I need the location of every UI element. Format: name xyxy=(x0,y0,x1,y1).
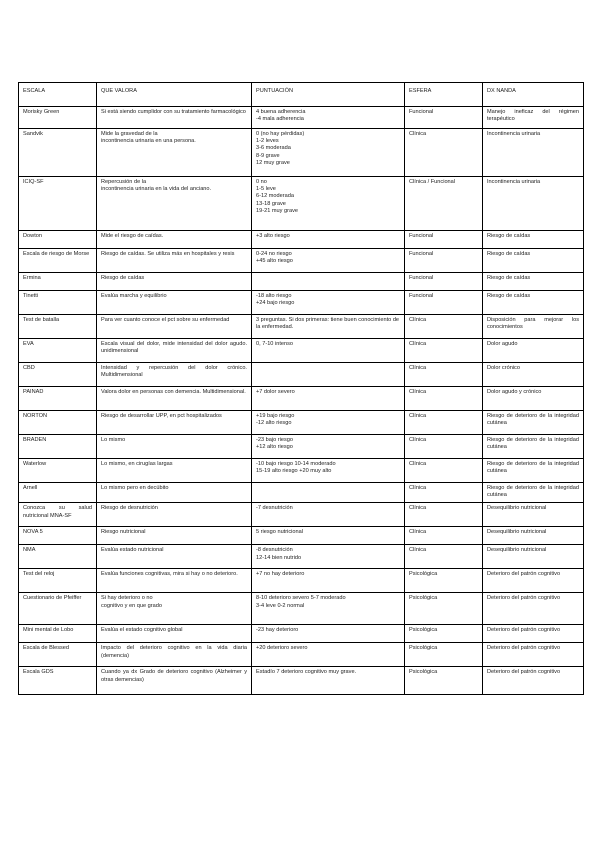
cell-line: 3-6 moderada xyxy=(256,145,291,152)
cell-valora xyxy=(97,527,252,545)
cell-line: 8-10 deterioro severo 5-7 moderado xyxy=(256,595,346,602)
cell-nanda xyxy=(483,625,584,643)
cell-esfera xyxy=(405,545,483,569)
table-row xyxy=(19,667,584,695)
cell-puntuacion xyxy=(252,273,405,291)
cell-line: Escala visual del dolor, mide intensidad del dolor agudo. unidimensional xyxy=(101,341,247,355)
cell-valora xyxy=(97,387,252,411)
cell-esfera xyxy=(405,291,483,315)
cell-puntuacion xyxy=(252,231,405,249)
cell-valora xyxy=(97,569,252,593)
cell-nanda xyxy=(483,231,584,249)
cell-line: Clínica xyxy=(409,317,427,323)
cell-line: Lo mismo, en cirugías largas xyxy=(101,461,173,467)
cell-esfera xyxy=(405,435,483,459)
table-row xyxy=(19,129,584,177)
header-dx-nanda: DX NANDA xyxy=(483,83,584,107)
cell-puntuacion xyxy=(252,363,405,387)
cell-line: Desequilibrio nutricional xyxy=(487,529,547,536)
cell-puntuacion xyxy=(252,593,405,625)
table-row xyxy=(19,435,584,459)
cell-nanda xyxy=(483,249,584,273)
cell-line: Desequilibrio nutricional xyxy=(487,505,547,512)
table-row xyxy=(19,411,584,435)
cell-puntuacion xyxy=(252,569,405,593)
cell-escala xyxy=(19,129,97,177)
cell-puntuacion xyxy=(252,625,405,643)
cell-escala xyxy=(19,291,97,315)
cell-line: Clínica xyxy=(409,365,427,371)
cell-line: Riesgo de deterioro de la integridad cutánea xyxy=(487,485,579,499)
table-row xyxy=(19,249,584,273)
cell-line: Escala GDS xyxy=(23,669,54,676)
cell-line: Cuestionario de Pfeiffer xyxy=(23,595,82,602)
cell-esfera xyxy=(405,363,483,387)
cell-line: Clínica / Funcional xyxy=(409,179,456,185)
cell-esfera xyxy=(405,315,483,339)
cell-line: -4 mala adherencia xyxy=(256,116,304,123)
cell-escala xyxy=(19,339,97,363)
cell-esfera xyxy=(405,483,483,503)
cell-valora xyxy=(97,411,252,435)
cell-line: 13-18 grave xyxy=(256,200,286,207)
cell-esfera xyxy=(405,593,483,625)
cell-line: Riesgo de desnutrición xyxy=(101,505,158,512)
cell-line: Valora dolor en personas con demencia. Multidimensional. xyxy=(101,389,246,395)
cell-escala xyxy=(19,249,97,273)
cell-esfera xyxy=(405,643,483,667)
cell-line: -18 alto riesgo xyxy=(256,293,292,299)
cell-esfera xyxy=(405,667,483,695)
cell-line: EVA xyxy=(23,341,34,347)
cell-line: Evalúa marcha y equilibrio xyxy=(101,293,167,299)
cell-line: Lo mismo pero en decúbito xyxy=(101,485,169,491)
cell-escala xyxy=(19,363,97,387)
document-page xyxy=(18,82,583,695)
cell-puntuacion xyxy=(252,291,405,315)
cell-line: Test de batalla xyxy=(23,317,60,323)
table-row xyxy=(19,177,584,231)
cell-nanda xyxy=(483,593,584,625)
cell-line: BRADEN xyxy=(23,437,47,443)
cell-valora xyxy=(97,339,252,363)
cell-line: -10 bajo riesgo 10-14 moderado xyxy=(256,461,336,467)
cell-nanda xyxy=(483,483,584,503)
cell-nanda xyxy=(483,667,584,695)
cell-valora xyxy=(97,363,252,387)
cell-nanda xyxy=(483,527,584,545)
cell-line: Deterioro del patrón cognitivo xyxy=(487,645,561,652)
cell-line: Deterioro del patrón cognitivo xyxy=(487,669,561,676)
cell-escala xyxy=(19,527,97,545)
cell-valora xyxy=(97,545,252,569)
cell-line: Dowton xyxy=(23,233,42,239)
cell-line: +24 bajo riesgo xyxy=(256,300,295,307)
cell-line: Clínica xyxy=(409,413,427,419)
table-row xyxy=(19,315,584,339)
cell-line: Deterioro del patrón cognitivo xyxy=(487,595,561,602)
cell-line: Desequilibrio nutricional xyxy=(487,547,547,554)
cell-line: Riesgo de caídas xyxy=(487,293,531,299)
cell-valora xyxy=(97,459,252,483)
cell-valora xyxy=(97,593,252,625)
cell-esfera xyxy=(405,231,483,249)
cell-valora xyxy=(97,273,252,291)
cell-puntuacion xyxy=(252,667,405,695)
cell-valora xyxy=(97,483,252,503)
cell-line: Psicológica xyxy=(409,595,438,602)
cell-puntuacion xyxy=(252,129,405,177)
cell-line: 1-5 leve xyxy=(256,186,276,193)
cell-line: 0 (no hay pérdidas) xyxy=(256,131,305,137)
cell-line: Clínica xyxy=(409,547,427,554)
table-row xyxy=(19,459,584,483)
cell-nanda xyxy=(483,273,584,291)
table-row xyxy=(19,291,584,315)
table-row xyxy=(19,503,584,527)
cell-line: Estadío 7 deterioro cognitivo muy grave. xyxy=(256,669,357,676)
cell-line: Funcional xyxy=(409,109,434,115)
cell-line: 4 buena adherencia xyxy=(256,109,306,115)
cell-esfera xyxy=(405,569,483,593)
cell-esfera xyxy=(405,249,483,273)
cell-line: Clínica xyxy=(409,389,427,395)
cell-line: 1-2 leves xyxy=(256,138,279,145)
cell-line: Si hay deterioro o no xyxy=(101,595,153,602)
cell-escala xyxy=(19,593,97,625)
cell-escala xyxy=(19,545,97,569)
cell-esfera xyxy=(405,387,483,411)
cell-escala xyxy=(19,625,97,643)
cell-puntuacion xyxy=(252,411,405,435)
cell-line: 3-4 leve 0-2 normal xyxy=(256,602,305,609)
cell-puntuacion xyxy=(252,177,405,231)
cell-line: Escala de riesgo de Morse xyxy=(23,251,90,257)
cell-line: +19 bajo riesgo xyxy=(256,413,295,419)
cell-esfera xyxy=(405,411,483,435)
cell-esfera xyxy=(405,107,483,129)
cell-line: incontinencia urinaria en la vida del anciano. xyxy=(101,186,212,193)
cell-line: Incontinencia urinaria xyxy=(487,131,541,137)
cell-nanda xyxy=(483,503,584,527)
cell-esfera xyxy=(405,177,483,231)
cell-escala xyxy=(19,503,97,527)
cell-escala xyxy=(19,667,97,695)
cell-valora xyxy=(97,291,252,315)
cell-nanda xyxy=(483,363,584,387)
table-row xyxy=(19,387,584,411)
cell-line: Psicológica xyxy=(409,645,438,652)
cell-escala xyxy=(19,107,97,129)
cell-line: Lo mismo xyxy=(101,437,126,443)
cell-line: +45 alto riesgo xyxy=(256,258,293,265)
cell-nanda xyxy=(483,129,584,177)
cell-nanda xyxy=(483,411,584,435)
cell-line: Clínica xyxy=(409,341,427,347)
cell-line: Funcional xyxy=(409,233,434,239)
cell-puntuacion xyxy=(252,249,405,273)
cell-line: NORTON xyxy=(23,413,48,419)
cell-line: +7 no hay deterioro xyxy=(256,571,305,578)
cell-puntuacion xyxy=(252,339,405,363)
cell-line: Riesgo de caídas xyxy=(487,251,531,257)
cell-esfera xyxy=(405,527,483,545)
cell-line: Sandvik xyxy=(23,131,43,137)
cell-line: Riesgo de caídas xyxy=(487,275,531,281)
cell-line: Ermina xyxy=(23,275,41,281)
cell-line: Riesgo de desarrollar UPP, en pct hospitalizados xyxy=(101,413,222,419)
cell-line: Arnell xyxy=(23,485,38,491)
cell-valora xyxy=(97,231,252,249)
cell-line: ICIQ-SF xyxy=(23,179,44,185)
cell-line: NMA xyxy=(23,547,36,554)
cell-valora xyxy=(97,435,252,459)
cell-line: Clínica xyxy=(409,461,427,467)
cell-line: Riesgo de deterioro de la integridad cutánea xyxy=(487,413,579,427)
cell-line: -23 bajo riesgo xyxy=(256,437,294,443)
cell-puntuacion xyxy=(252,545,405,569)
cell-nanda xyxy=(483,291,584,315)
cell-valora xyxy=(97,667,252,695)
cell-line: Dolor agudo y crónico xyxy=(487,389,542,395)
cell-line: Evalúa estado nutricional xyxy=(101,547,164,554)
cell-line: PAINAD xyxy=(23,389,44,395)
cell-esfera xyxy=(405,339,483,363)
header-que-valora: QUE VALORA xyxy=(97,83,252,107)
cell-esfera xyxy=(405,129,483,177)
cell-line: 0-24 no riesgo xyxy=(256,251,292,257)
cell-line: 0 no xyxy=(256,179,267,185)
cell-line: Dolor agudo xyxy=(487,341,518,347)
cell-line: Riesgo nutricional xyxy=(101,529,146,536)
cell-puntuacion xyxy=(252,107,405,129)
cell-escala xyxy=(19,315,97,339)
cell-line: 3 preguntas. Si dos primeras: tiene buen conocimiento de la enfermedad. xyxy=(256,317,400,331)
cell-line: +20 deterioro severo xyxy=(256,645,308,652)
cell-valora xyxy=(97,129,252,177)
table-row xyxy=(19,593,584,625)
cell-line: +7 dolor severo xyxy=(256,389,295,395)
table-row xyxy=(19,231,584,249)
cell-line: Morisky Green xyxy=(23,109,60,115)
cell-line: Evalúa el estado cognitivo global xyxy=(101,627,183,634)
cell-nanda xyxy=(483,459,584,483)
cell-line: Clínica xyxy=(409,131,427,137)
table-row xyxy=(19,569,584,593)
cell-line: Psicológica xyxy=(409,571,438,578)
cell-escala xyxy=(19,387,97,411)
cell-line: Impacto del deterioro cognitivo en la vida diaria (demencia) xyxy=(101,645,247,659)
cell-valora xyxy=(97,177,252,231)
cell-line: Mini mental de Lobo xyxy=(23,627,74,634)
table-row xyxy=(19,483,584,503)
cell-escala xyxy=(19,435,97,459)
cell-valora xyxy=(97,315,252,339)
cell-valora xyxy=(97,503,252,527)
cell-line: Deterioro del patrón cognitivo xyxy=(487,571,561,578)
cell-line: Riesgo de deterioro de la integridad cutánea xyxy=(487,437,579,451)
header-puntuacion: PUNTUACIÓN xyxy=(252,83,405,107)
cell-line: Disposición para mejorar los conocimientos xyxy=(487,317,579,331)
cell-escala xyxy=(19,177,97,231)
cell-nanda xyxy=(483,315,584,339)
cell-line: Clínica xyxy=(409,505,427,512)
cell-line: 19-21 muy grave xyxy=(256,207,298,214)
cell-line: Funcional xyxy=(409,293,434,299)
cell-escala xyxy=(19,569,97,593)
scales-table xyxy=(18,82,584,695)
cell-line: 6-12 moderada xyxy=(256,193,294,200)
cell-line: Funcional xyxy=(409,251,434,257)
cell-escala xyxy=(19,231,97,249)
cell-line: CBD xyxy=(23,365,35,371)
cell-line: 15-19 alto riesgo +20 muy alto xyxy=(256,468,332,475)
cell-escala xyxy=(19,273,97,291)
cell-line: Test del reloj xyxy=(23,571,55,578)
cell-puntuacion xyxy=(252,435,405,459)
cell-valora xyxy=(97,107,252,129)
header-escala: ESCALA xyxy=(19,83,97,107)
cell-nanda xyxy=(483,177,584,231)
cell-valora xyxy=(97,643,252,667)
cell-puntuacion xyxy=(252,527,405,545)
cell-line: -23 hay deterioro xyxy=(256,627,299,634)
cell-puntuacion xyxy=(252,483,405,503)
cell-line: Mide el riesgo de caídas. xyxy=(101,233,164,239)
cell-line: Intensidad y repercusión del dolor crónico. Multidimensional xyxy=(101,365,247,379)
table-row xyxy=(19,625,584,643)
cell-line: Deterioro del patrón cognitivo xyxy=(487,627,561,634)
cell-line: cognitivo y en que grado xyxy=(101,602,162,609)
cell-puntuacion xyxy=(252,387,405,411)
cell-line: Clínica xyxy=(409,529,427,536)
cell-line: Manejo ineficaz del régimen terapéutico xyxy=(487,109,579,123)
cell-line: Clínica xyxy=(409,485,427,491)
cell-puntuacion xyxy=(252,315,405,339)
cell-line: Si está siendo cumplidor con su tratamiento farmacológico xyxy=(101,109,246,115)
cell-line: Waterlow xyxy=(23,461,47,467)
table-row xyxy=(19,273,584,291)
cell-line: Cuando ya dx Grado de deterioro cognitivo (Alzheimer y otras demencias) xyxy=(101,669,247,683)
cell-line: Incontinencia urinaria xyxy=(487,179,541,185)
cell-line: Riesgo de caídas. Se utiliza más en hospitales y resis xyxy=(101,251,235,257)
cell-line: Escala de Blessed xyxy=(23,645,70,652)
cell-nanda xyxy=(483,435,584,459)
table-row xyxy=(19,107,584,129)
cell-nanda xyxy=(483,569,584,593)
cell-esfera xyxy=(405,625,483,643)
cell-line: incontinencia urinaria en una persona. xyxy=(101,138,196,145)
cell-line: Repercusión de la xyxy=(101,179,147,185)
table-header-row xyxy=(19,83,584,107)
cell-escala xyxy=(19,643,97,667)
cell-line: Riesgo de caídas xyxy=(487,233,531,239)
table-row xyxy=(19,643,584,667)
cell-line: +3 alto riesgo xyxy=(256,233,290,239)
cell-line: -8 desnutrición xyxy=(256,547,293,554)
cell-valora xyxy=(97,625,252,643)
cell-line: -7 desnutrición xyxy=(256,505,293,512)
cell-nanda xyxy=(483,643,584,667)
cell-nanda xyxy=(483,107,584,129)
table-row xyxy=(19,339,584,363)
cell-escala xyxy=(19,483,97,503)
cell-line: Evalúa funciones cognitivas, mira si hay o no deterioro. xyxy=(101,571,238,578)
cell-nanda xyxy=(483,545,584,569)
table-row xyxy=(19,545,584,569)
cell-line: Psicológica xyxy=(409,669,438,676)
cell-puntuacion xyxy=(252,459,405,483)
cell-puntuacion xyxy=(252,643,405,667)
cell-line: -12 alto riesgo xyxy=(256,420,292,427)
cell-line: 8-9 grave xyxy=(256,152,280,159)
cell-line: 12 muy grave xyxy=(256,159,290,166)
cell-escala xyxy=(19,459,97,483)
cell-valora xyxy=(97,249,252,273)
cell-line: Psicológica xyxy=(409,627,438,634)
cell-nanda xyxy=(483,339,584,363)
cell-line: Mide la gravedad de la xyxy=(101,131,158,137)
table-row xyxy=(19,527,584,545)
cell-line: Funcional xyxy=(409,275,434,281)
cell-line: +12 alto riesgo xyxy=(256,444,293,451)
cell-line: Clínica xyxy=(409,437,427,443)
cell-line: NOVA 5 xyxy=(23,529,43,536)
cell-line: Riesgo de deterioro de la integridad cutánea xyxy=(487,461,579,475)
cell-esfera xyxy=(405,503,483,527)
header-esfera: ESFERA xyxy=(405,83,483,107)
cell-line: Dolor crónico xyxy=(487,365,520,371)
cell-line: Tinetti xyxy=(23,293,39,299)
cell-nanda xyxy=(483,387,584,411)
cell-escala xyxy=(19,411,97,435)
cell-esfera xyxy=(405,273,483,291)
table-row xyxy=(19,363,584,387)
cell-line: 0, 7-10 intenso xyxy=(256,341,294,347)
cell-line: Para ver cuanto conoce el pct sobre su enfermedad xyxy=(101,317,230,323)
cell-esfera xyxy=(405,459,483,483)
cell-line: 5 riesgo nutricional xyxy=(256,529,303,536)
cell-line: Riesgo de caídas xyxy=(101,275,145,281)
cell-line: Conozca su salud nutricional MNA-SF xyxy=(23,505,92,519)
cell-puntuacion xyxy=(252,503,405,527)
cell-line: 12-14 bien nutrido xyxy=(256,554,302,561)
